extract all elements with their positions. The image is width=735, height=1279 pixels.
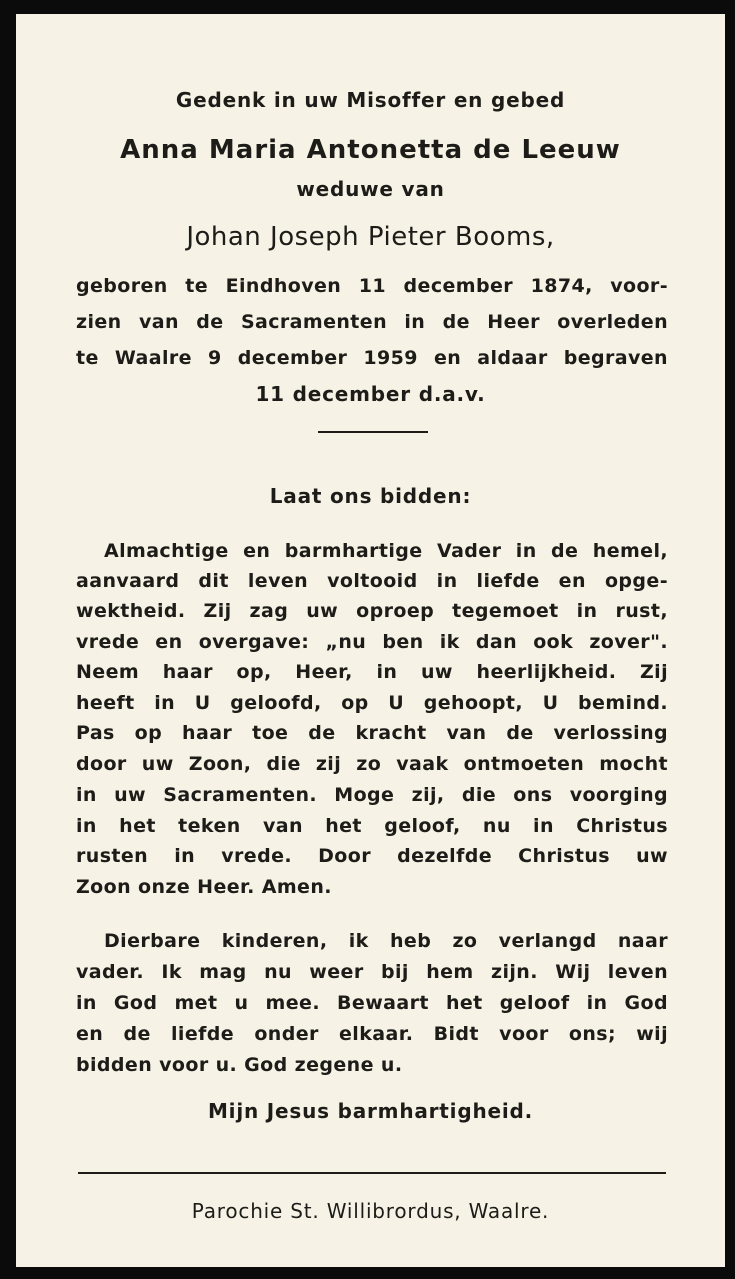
biography-line: geboren te Eindhoven 11 december 1874, voor- — [76, 275, 668, 297]
biography-line: te Waalre 9 december 1959 en aldaar begraven — [76, 347, 668, 369]
footer-divider — [78, 1172, 666, 1174]
prayer-line: in het teken van het geloof, nu in Christus — [76, 815, 668, 837]
deceased-name: Anna Maria Antonetta de Leeuw — [120, 135, 621, 165]
closing-line: Mijn Jesus barmhartigheid. — [207, 1099, 534, 1123]
prayer-heading: Laat ons bidden: — [269, 484, 472, 508]
message-line: Dierbare kinderen, ik heb zo verlangd naar — [104, 930, 668, 952]
memorial-card — [16, 14, 725, 1267]
prayer-line: aanvaard dit leven voltooid in liefde en opge- — [76, 570, 668, 592]
message-line: bidden voor u. God zegene u. — [76, 1054, 403, 1076]
prayer-line: heeft in U geloofd, op U gehoopt, U bemind. — [76, 692, 668, 714]
prayer-line: wektheid. Zij zag uw oproep tegemoet in rust, — [76, 600, 668, 622]
prayer-line: vrede en overgave: „nu ben ik dan ook zover". — [76, 631, 668, 653]
prayer-line: Zoon onze Heer. Amen. — [76, 876, 332, 898]
message-line: en de liefde onder elkaar. Bidt voor ons; wij — [76, 1023, 668, 1045]
prayer-line: Almachtige en barmhartige Vader in de hemel, — [104, 540, 668, 562]
prayer-line: door uw Zoon, die zij zo vaak ontmoeten mocht — [76, 753, 668, 775]
biography-line: 11 december d.a.v. — [255, 382, 486, 406]
prayer-line: Neem haar op, Heer, in uw heerlijkheid. Zij — [76, 661, 668, 683]
biography-line: zien van de Sacramenten in de Heer overleden — [76, 311, 668, 333]
relation-text: weduwe van — [296, 177, 445, 201]
parish-footer: Parochie St. Willibrordus, Waalre. — [191, 1199, 550, 1223]
prayer-line: Pas op haar toe de kracht van de verlossing — [76, 722, 668, 744]
message-line: in God met u mee. Bewaart het geloof in God — [76, 992, 668, 1014]
card-header: Gedenk in uw Misoffer en gebed — [175, 88, 566, 112]
prayer-line: in uw Sacramenten. Moge zij, die ons voorging — [76, 784, 668, 806]
section-divider — [318, 431, 428, 433]
message-line: vader. Ik mag nu weer bij hem zijn. Wij leven — [76, 961, 668, 983]
husband-name: Johan Joseph Pieter Booms, — [186, 222, 555, 252]
prayer-line: rusten in vrede. Door dezelfde Christus uw — [76, 845, 668, 867]
